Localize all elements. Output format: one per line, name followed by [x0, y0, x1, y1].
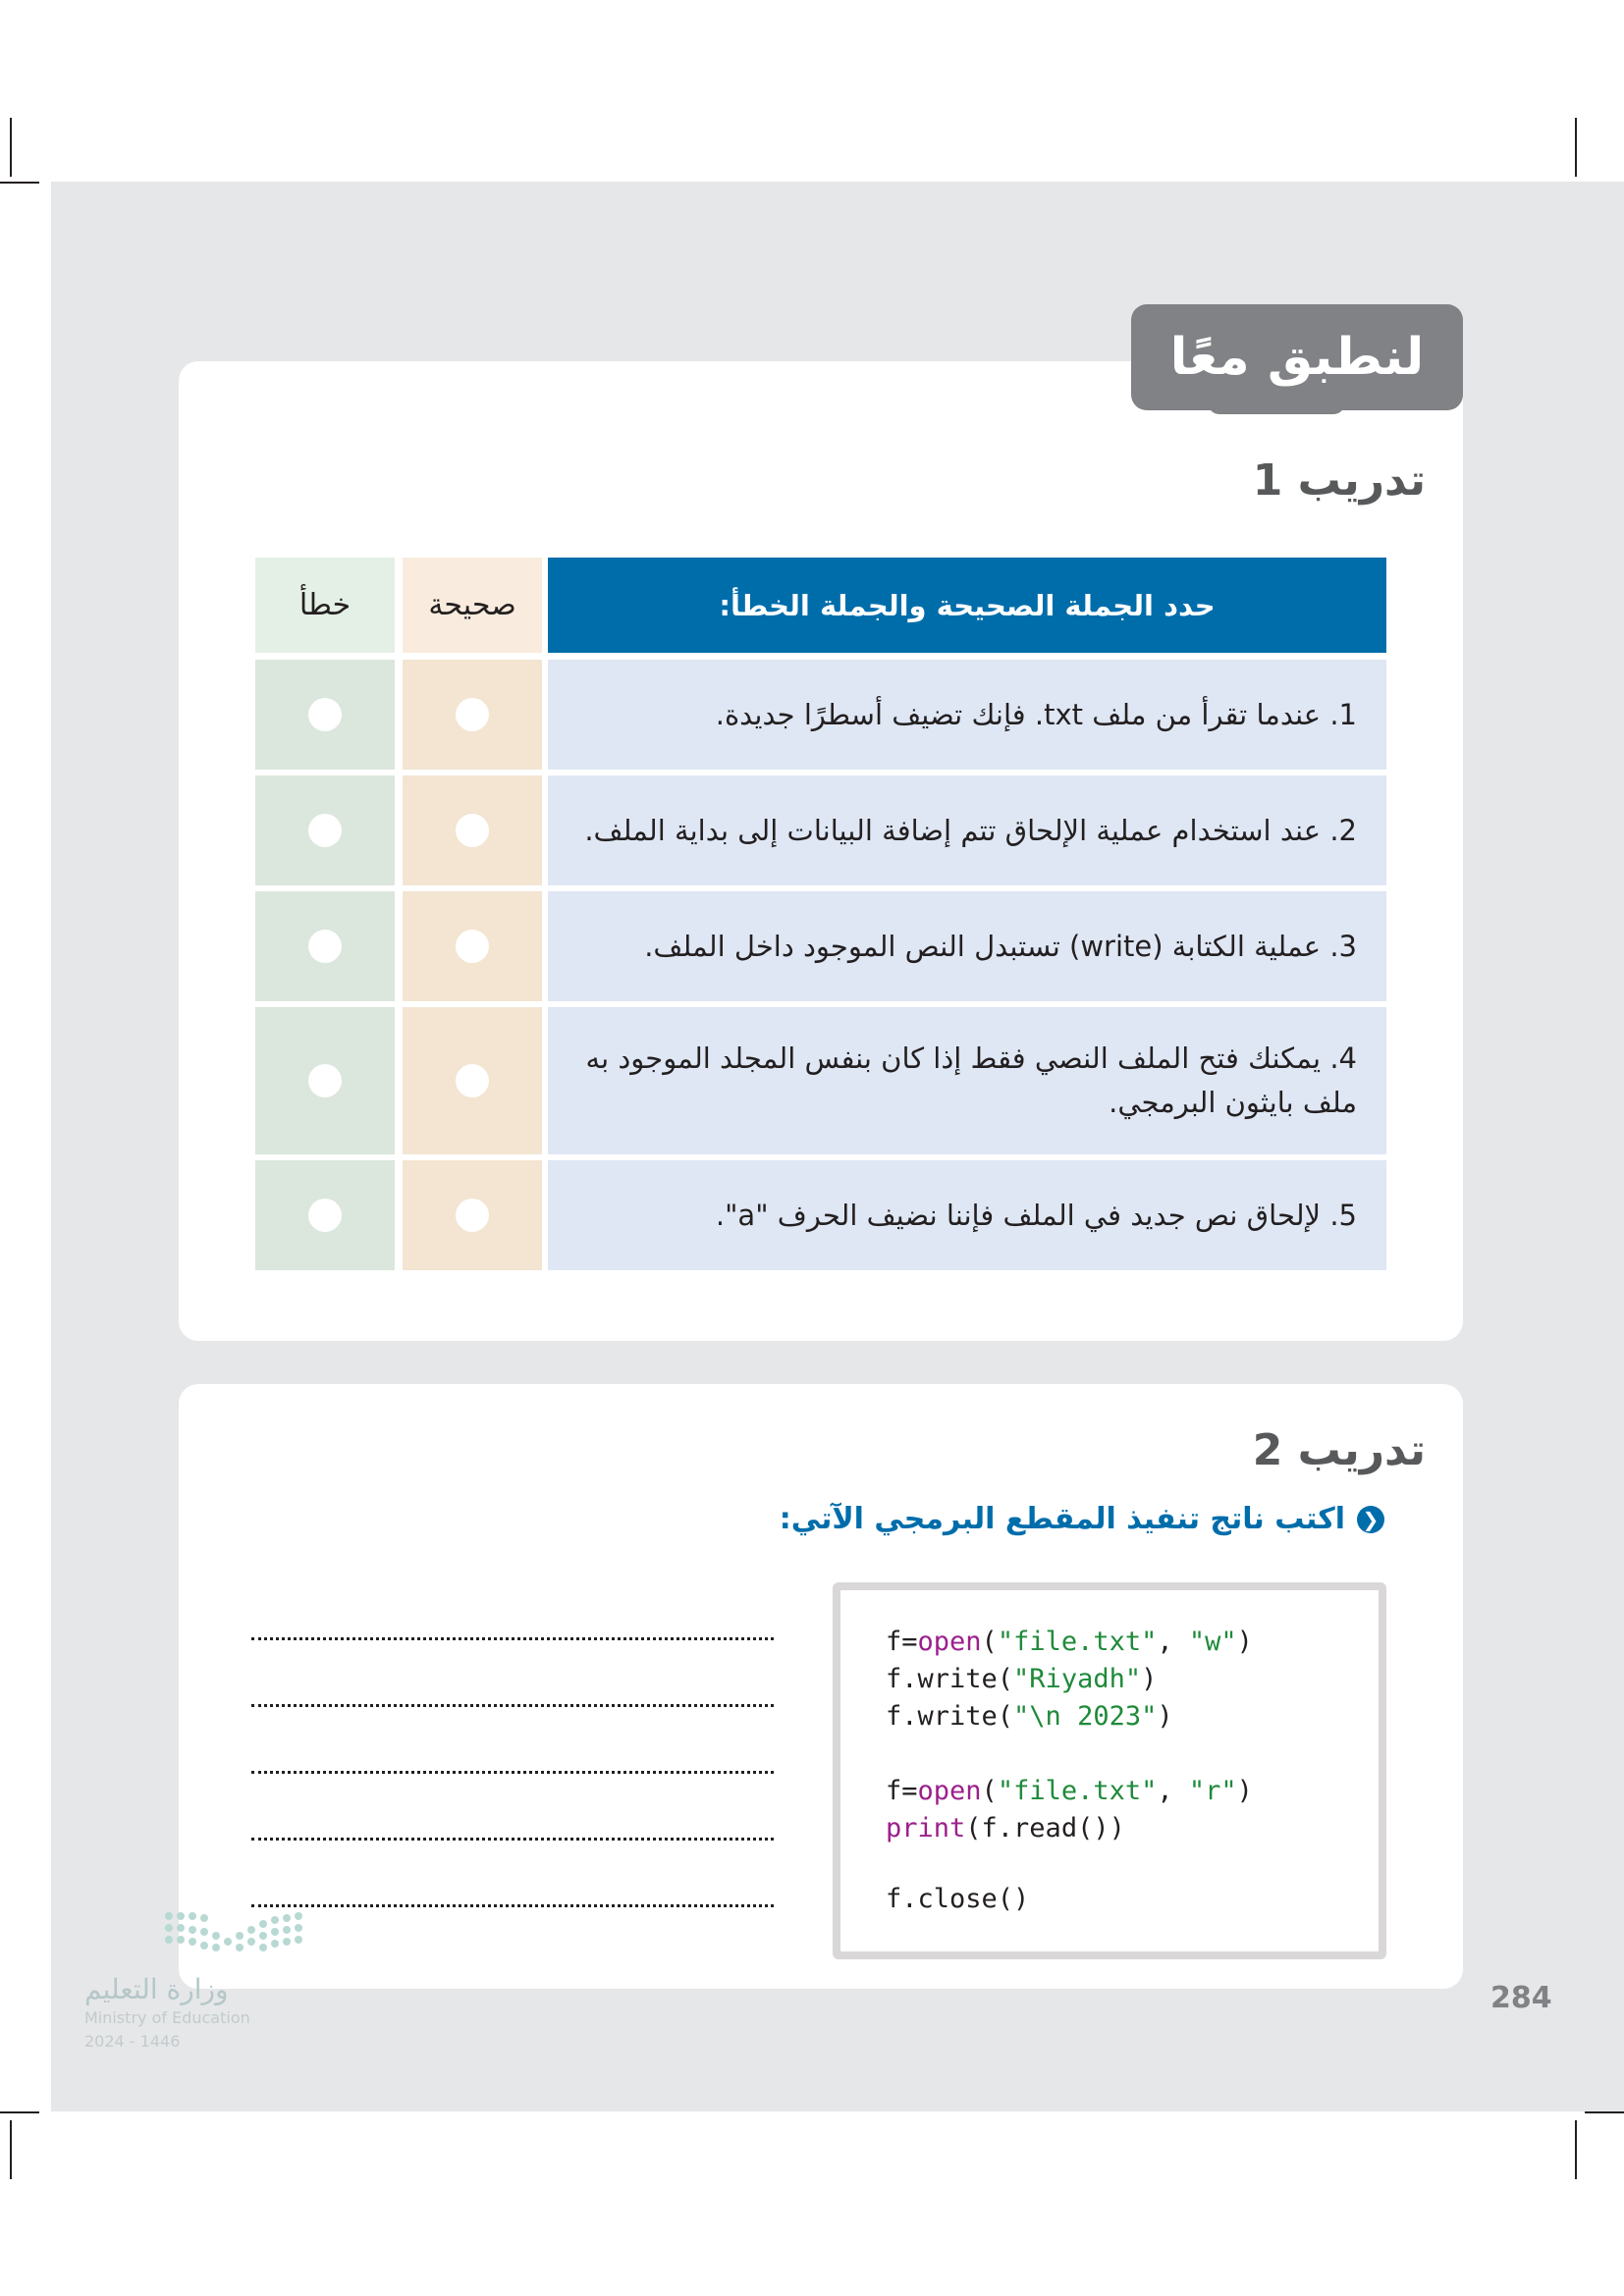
code-line: print(f.read()): [886, 1813, 1125, 1843]
table-cell-true: [403, 891, 542, 1001]
ministry-year: 2024 - 1446: [84, 2032, 181, 2051]
radio-true[interactable]: [456, 1064, 489, 1097]
answer-line[interactable]: [251, 1704, 774, 1707]
exercise-2-title: تدريب 2: [1252, 1425, 1426, 1475]
table-cell-false: [255, 1007, 395, 1154]
table-row-statement: 1. عندما تقرأ من ملف txt. فإنك تضيف أسطرًا جديدة.: [548, 660, 1386, 770]
radio-true[interactable]: [456, 814, 489, 847]
crop-mark: [1575, 2120, 1577, 2179]
answer-line[interactable]: [251, 1637, 774, 1640]
answer-line[interactable]: [251, 1771, 774, 1774]
table-header-statement: حدد الجملة الصحيحة والجملة الخطأ:: [548, 558, 1386, 653]
code-block: [833, 1582, 1386, 1959]
table-row-statement: 5. لإلحاق نص جديد في الملف فإننا نضيف الحرف "a".: [548, 1160, 1386, 1270]
radio-false[interactable]: [308, 1064, 342, 1097]
code-line: f.write("\n 2023"): [886, 1701, 1173, 1732]
table-cell-false: [255, 1160, 395, 1270]
exercise-1-title: تدريب 1: [1252, 455, 1426, 506]
code-line: f=open("file.txt", "r"): [886, 1776, 1253, 1806]
table-cell-false: [255, 891, 395, 1001]
ministry-logo-icon: [84, 1910, 320, 1969]
radio-false[interactable]: [308, 930, 342, 963]
ministry-name-arabic: وزارة التعليم: [84, 1973, 229, 2005]
answer-line[interactable]: [251, 1904, 774, 1907]
chevron-left-icon: ❮: [1357, 1506, 1384, 1533]
radio-true[interactable]: [456, 1199, 489, 1232]
table-cell-true: [403, 1007, 542, 1154]
code-line: f=open("file.txt", "w"): [886, 1627, 1253, 1657]
crop-mark: [0, 182, 39, 184]
table-cell-true: [403, 660, 542, 770]
crop-mark: [10, 2120, 12, 2179]
page-number: 284: [1490, 1981, 1552, 2015]
table-row-statement: 3. عملية الكتابة (write) تستبدل النص الموجود داخل الملف.: [548, 891, 1386, 1001]
crop-mark: [1575, 118, 1577, 177]
code-line: f.write("Riyadh"): [886, 1664, 1158, 1694]
answer-line[interactable]: [251, 1838, 774, 1841]
crop-mark: [0, 2111, 39, 2113]
table-cell-false: [255, 660, 395, 770]
crop-mark: [10, 118, 12, 177]
radio-true[interactable]: [456, 930, 489, 963]
table-header-true: صحيحة: [403, 558, 542, 653]
table-cell-true: [403, 1160, 542, 1270]
section-banner: لنطبق معًا: [1131, 304, 1463, 410]
table-cell-true: [403, 775, 542, 885]
exercise-2-instruction: [780, 1502, 1384, 1536]
radio-false[interactable]: [308, 698, 342, 731]
crop-mark: [1585, 2111, 1624, 2113]
table-row-statement: 4. يمكنك فتح الملف النصي فقط إذا كان بنفس المجلد الموجود به ملف بايثون البرمجي.: [548, 1007, 1386, 1154]
radio-false[interactable]: [308, 814, 342, 847]
code-line: f.close(): [886, 1884, 1030, 1914]
table-row-statement: 2. عند استخدام عملية الإلحاق تتم إضافة البيانات إلى بداية الملف.: [548, 775, 1386, 885]
radio-true[interactable]: [456, 698, 489, 731]
table-header-false: خطأ: [255, 558, 395, 653]
table-cell-false: [255, 775, 395, 885]
instruction-text: اكتب ناتج تنفيذ المقطع البرمجي الآتي:: [779, 1502, 1345, 1536]
ministry-name-english: Ministry of Education: [84, 2008, 250, 2027]
radio-false[interactable]: [308, 1199, 342, 1232]
